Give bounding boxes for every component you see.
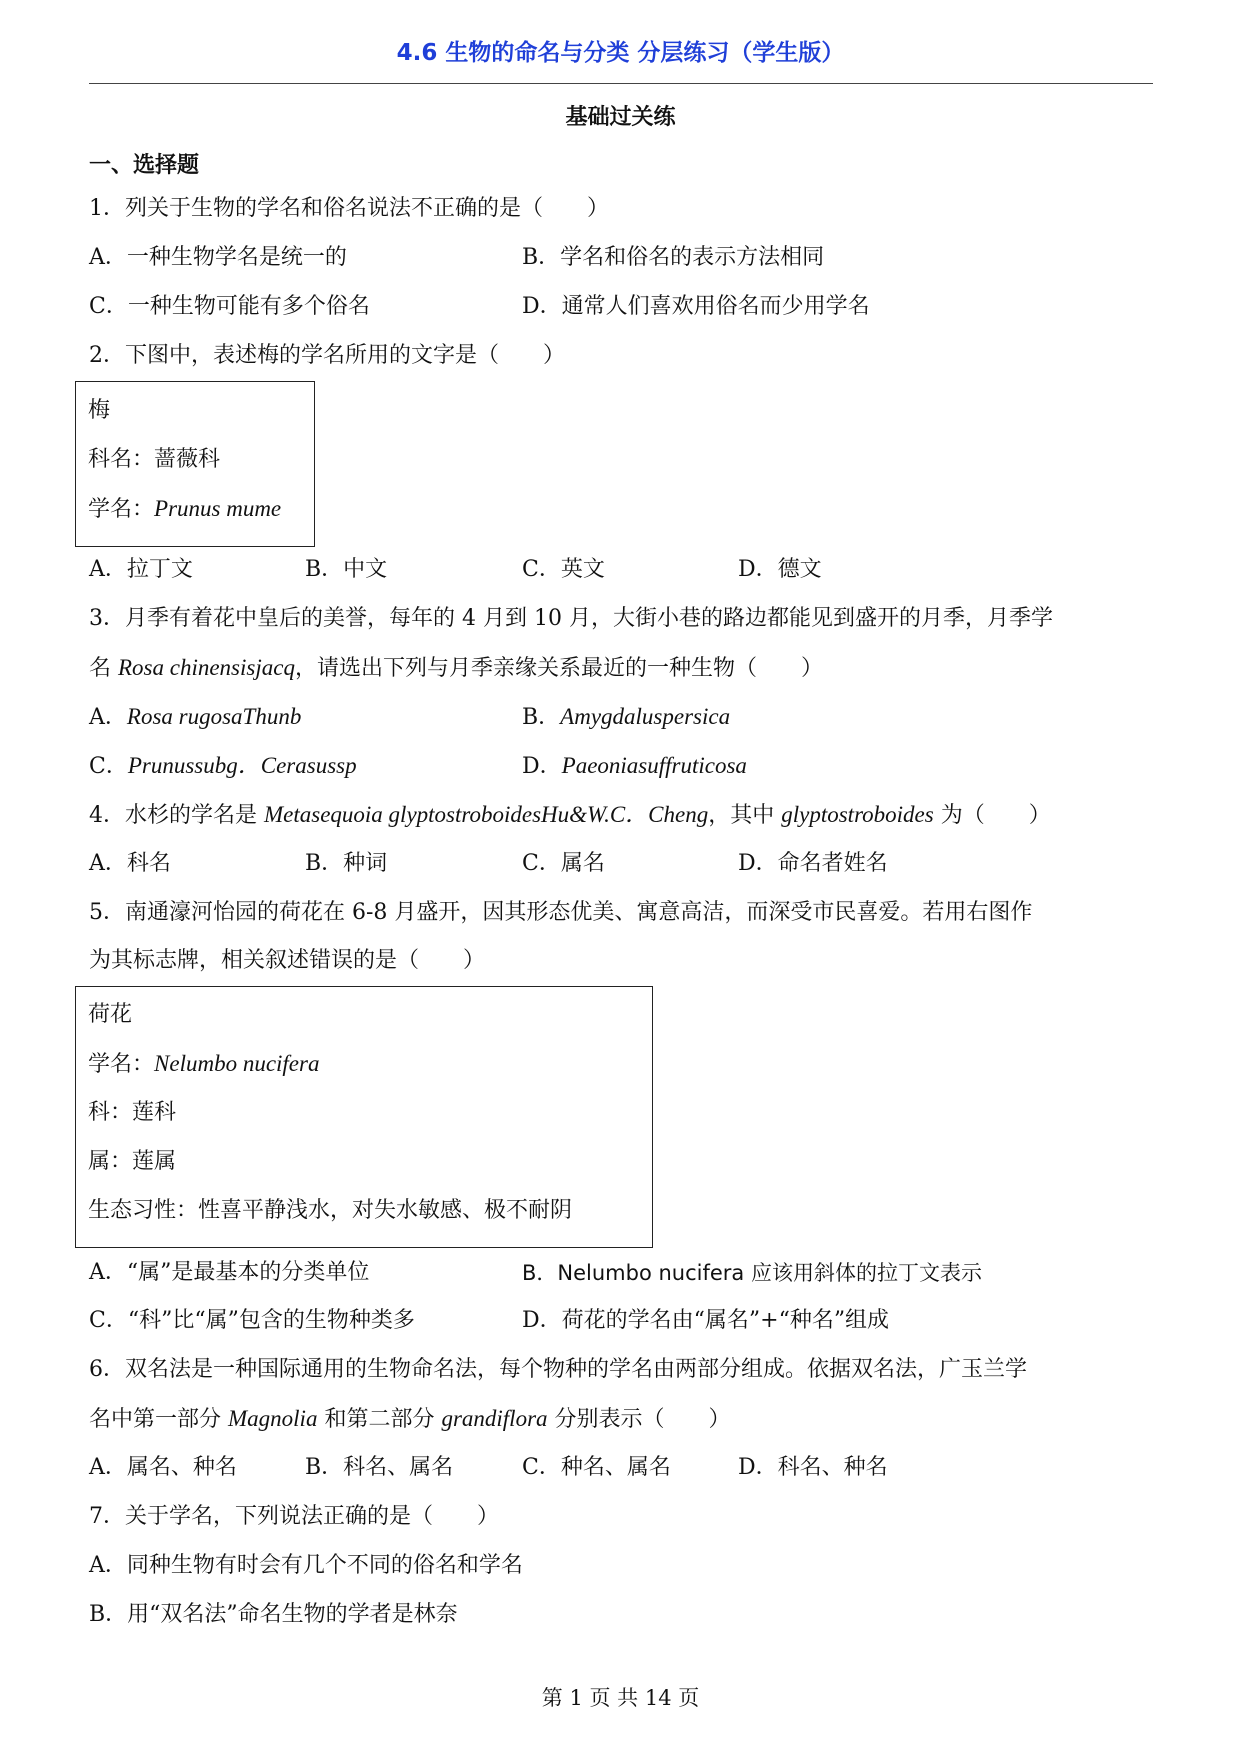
question-5-option-d: D．荷花的学名由“属名”+“种名”组成 — [522, 1308, 890, 1333]
question-4-option-a: A．科名 — [89, 851, 171, 876]
question-1-option-d: D．通常人们喜欢用俗名而少用学名 — [522, 294, 870, 319]
question-7-option-a: A．同种生物有时会有几个不同的俗名和学名 — [89, 1553, 523, 1578]
question-2-option-a: A．拉丁文 — [89, 557, 193, 582]
question-3-stem-line2: 名 Rosa chinensisjacq，请选出下列与月季亲缘关系最近的一种生物（ ） — [89, 655, 823, 681]
question-3-option-b: B．Amygdaluspersica — [522, 704, 731, 730]
lotus-name: 荷花 — [88, 1002, 133, 1027]
lotus-scientific-name: 学名：Nelumbo nucifera — [88, 1051, 320, 1077]
question-2-stem: 2．下图中，表述梅的学名所用的文字是（ ） — [89, 343, 565, 368]
question-1-option-a: A．一种生物学名是统一的 — [89, 245, 347, 270]
lotus-sign-box — [75, 986, 653, 1248]
question-3-option-a: A．Rosa rugosaThunb — [89, 704, 302, 730]
question-6-option-b: B．科名、属名 — [305, 1455, 454, 1480]
question-4-option-d: D．命名者姓名 — [738, 851, 888, 876]
question-5-option-a: A．“属”是最基本的分类单位 — [89, 1260, 370, 1285]
question-3-option-d: D．Paeoniasuffruticosa — [522, 753, 747, 779]
plum-family: 科名：蔷薇科 — [88, 447, 221, 472]
page-number: 第 1 页 共 14 页 — [541, 1686, 700, 1710]
question-4-stem: 4．水杉的学名是 Metasequoia glyptostroboidesHu&W.C．Cheng，其中 glyptostroboides 为（ ） — [89, 802, 1051, 828]
question-6-option-d: D．科名、种名 — [738, 1455, 888, 1480]
question-6-option-a: A．属名、种名 — [89, 1455, 237, 1480]
question-5-option-c: C．“科”比“属”包含的生物种类多 — [89, 1308, 415, 1333]
part-title: 一、选择题 — [89, 153, 200, 178]
lotus-habit: 生态习性：性喜平静浅水，对失水敏感、极不耐阴 — [88, 1198, 573, 1223]
question-4-option-b: B．种词 — [305, 851, 388, 876]
question-5-stem-line1: 5．南通濠河怡园的荷花在 6-8 月盛开，因其形态优美、寓意高洁，而深受市民喜爱。若用右图作 — [89, 900, 1033, 925]
question-4-option-c: C．属名 — [522, 851, 605, 876]
question-2-option-c: C．英文 — [522, 557, 605, 582]
lotus-genus: 属：莲属 — [88, 1149, 177, 1174]
question-1-option-b: B．学名和俗名的表示方法相同 — [522, 245, 825, 270]
question-2-option-b: B．中文 — [305, 557, 388, 582]
question-7-option-b: B．用“双名法”命名生物的学者是林奈 — [89, 1602, 458, 1627]
lotus-family: 科：莲科 — [88, 1100, 177, 1125]
page-title: 4.6 生物的命名与分类 分层练习（学生版） — [396, 40, 845, 66]
question-5-stem-line2: 为其标志牌，相关叙述错误的是（ ） — [89, 948, 486, 973]
question-6-stem-line1: 6．双名法是一种国际通用的生物命名法，每个物种的学名由两部分组成。依据双名法，广玉兰学 — [89, 1357, 1028, 1382]
plum-info-box — [75, 381, 315, 547]
question-1-option-c: C．一种生物可能有多个俗名 — [89, 294, 370, 319]
question-3-option-c: C．Prunussubg．Cerasussp — [89, 753, 357, 779]
question-2-option-d: D．德文 — [738, 557, 822, 582]
question-7-stem: 7．关于学名，下列说法正确的是（ ） — [89, 1504, 499, 1529]
question-1-stem: 1．列关于生物的学名和俗名说法不正确的是（ ） — [89, 196, 609, 221]
plum-name: 梅 — [88, 398, 111, 423]
question-6-stem-line2: 名中第一部分 Magnolia 和第二部分 grandiflora 分别表示（ ） — [89, 1406, 731, 1432]
plum-scientific-name: 学名：Prunus mume — [88, 496, 282, 522]
question-6-option-c: C．种名、属名 — [522, 1455, 671, 1480]
question-5-option-b: B．Nelumbo nucifera 应该用斜体的拉丁文表示 — [522, 1261, 982, 1285]
header-divider — [89, 83, 1153, 84]
section-title: 基础过关练 — [565, 105, 676, 130]
question-3-stem-line1: 3．月季有着花中皇后的美誉，每年的 4 月到 10 月，大街小巷的路边都能见到盛开的月季，月季学 — [89, 606, 1053, 631]
